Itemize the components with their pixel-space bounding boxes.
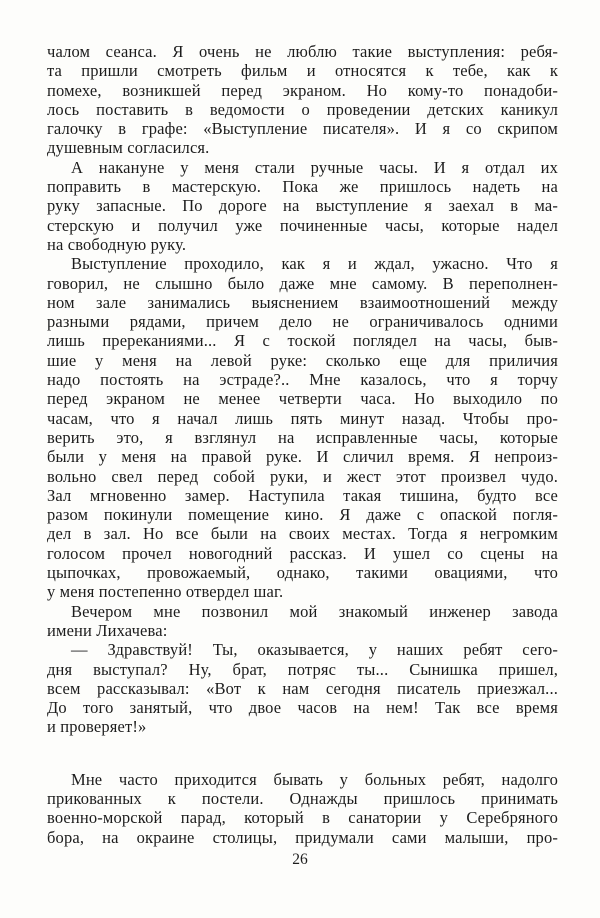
text-line: верить это, я взглянул на исправленные часы, которые <box>47 427 558 447</box>
paragraph <box>47 254 558 601</box>
text-line: на свободную руку. <box>47 234 187 254</box>
text-line: надо постоять на эстраде?.. Мне казалось, что я торчу <box>47 370 558 390</box>
text-line: поправить в мастерскую. Пока же пришлось надеть на <box>47 177 558 197</box>
paragraph <box>47 640 558 736</box>
text-line: бора, на окраине столицы, придумали сами малыши, про- <box>47 827 558 847</box>
text-line: галочку в графе: «Выступление писателя». И я со скрипом <box>47 119 558 139</box>
text-line: стерскую и получил уже починенные часы, которые надел <box>47 215 558 235</box>
text-line: цыпочках, провожаемый, однако, такими овациями, что <box>47 563 558 583</box>
text-line: голосом прочел новогодний рассказ. И ушел со сцены на <box>47 543 558 563</box>
text-line: чалом сеанса. Я очень не люблю такие выступления: ребя- <box>47 42 558 61</box>
text-line: разом покинули помещение кино. Я даже с опаской погля- <box>47 505 558 525</box>
paragraph <box>47 602 558 641</box>
text-line: лишь пререканиями... Я с тоской поглядел на часы, быв- <box>47 331 558 351</box>
text-line: прикованных к постели. Однажды пришлось принимать <box>47 788 558 808</box>
text-line: разными рядами, причем дело не ограничивалось одними <box>47 312 558 332</box>
text-line: всем рассказывал: «Вот к нам сегодня писатель приезжал... <box>47 678 558 698</box>
text-line: перед экраном не менее четверти часа. Но выходило по <box>47 389 558 409</box>
page-number: 26 <box>292 851 308 868</box>
text-line: военно-морской парад, который в санатории у Серебряного <box>47 808 558 828</box>
text-line: помехе, возникшей перед экраном. Но кому-то понадоби- <box>47 80 558 100</box>
text-line: Вечером мне позвонил мой знакомый инженер завода <box>71 601 558 621</box>
text-line: Мне часто приходится бывать у больных ребят, надолго <box>71 769 558 789</box>
text-line: часам, что я начал лишь пять минут назад. Чтобы про- <box>47 408 558 428</box>
paragraph <box>47 158 558 254</box>
text-line: та пришли смотреть фильм и относятся к тебе, как к <box>47 61 558 81</box>
text-line: Зал мгновенно замер. Наступила такая тишина, будто все <box>47 485 558 505</box>
page-text-block <box>47 42 558 847</box>
text-line: и проверяет!» <box>47 717 147 737</box>
text-line: душевным согласился. <box>47 138 210 158</box>
text-line: Выступление проходило, как я и ждал, ужасно. Что я <box>71 254 558 274</box>
text-line: ном зале занимались выяснением взаимоотношений между <box>47 292 558 312</box>
text-line: имени Лихачева: <box>47 620 168 640</box>
text-line: вольно свел перед собой руки, и жест этот произвел чудо. <box>47 466 558 486</box>
text-line: шие у меня на левой руке: сколько еще для приличия <box>47 350 558 370</box>
text-line: руку запасные. По дороге на выступление я заехал в ма- <box>47 196 558 216</box>
paragraph <box>47 770 558 847</box>
text-line: говорил, не слышно было даже мне самому. В переполнен- <box>47 273 558 293</box>
text-line: До того занятый, что двое часов на нем! Так все время <box>47 698 558 718</box>
text-line: дел в зал. Но все были на своих местах. Тогда я негромким <box>47 524 558 544</box>
paragraph <box>47 42 558 158</box>
text-line: дня выступал? Ну, брат, потряс ты... Сынишка пришел, <box>47 659 558 679</box>
text-line: лось поставить в ведомости о проведении детских каникул <box>47 99 558 119</box>
text-line: были у меня на правой руке. И сличил время. Я непроиз- <box>47 447 558 467</box>
text-line: — Здравствуй! Ты, оказывается, у наших ребят сего- <box>71 640 558 660</box>
text-line: А накануне у меня стали ручные часы. И я отдал их <box>71 157 558 177</box>
text-line: у меня постепенно отвердел шаг. <box>47 582 284 602</box>
